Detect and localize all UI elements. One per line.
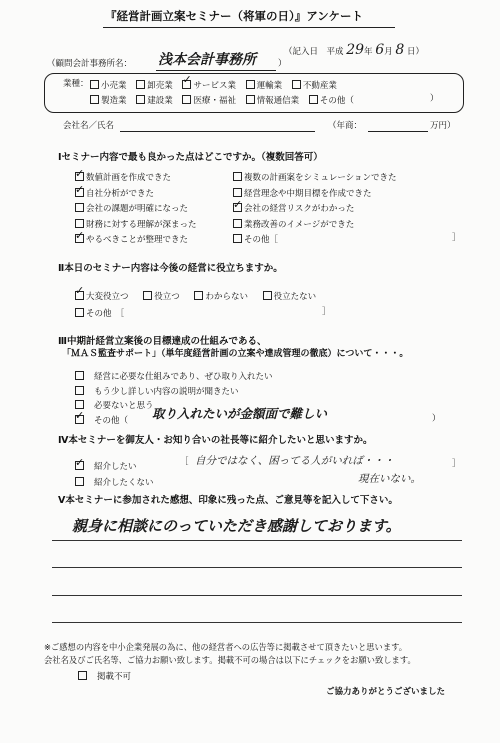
industry-option[interactable]: 情報通信業 [246, 96, 300, 106]
industry-option[interactable]: 運輸業 [246, 81, 283, 91]
checkbox-checked[interactable] [75, 172, 84, 181]
checkbox[interactable] [194, 291, 203, 300]
sales-unit: 万円） [430, 121, 456, 131]
q4-option[interactable]: 紹介したくない [75, 475, 154, 491]
checkbox-checked[interactable] [75, 291, 84, 300]
q2-options [75, 291, 316, 302]
q2-other[interactable]: その他 ［ [75, 308, 124, 319]
industry-label: 業種： [63, 79, 89, 89]
checkbox[interactable] [75, 386, 84, 395]
industry-row2 [90, 95, 354, 106]
q4-open-bracket: ［ [180, 457, 189, 467]
q1-right [233, 171, 397, 249]
q4-options [75, 459, 154, 491]
q1-option[interactable]: ✓自社分析ができた [75, 187, 197, 203]
industry-option[interactable]: 建設業 [136, 96, 173, 106]
date-month-unit: 月 [384, 47, 393, 57]
q3-title-line1: Ⅲ中期計経営立案後の目標達成の仕組みである、 [58, 336, 267, 347]
answer-line [52, 567, 462, 568]
checkbox[interactable] [233, 188, 242, 197]
company-label: 会社名／氏名 [63, 121, 115, 131]
notice-line1: ※ご感想の内容を中小企業発展の為に、他の経営者への広告等に掲載させて頂きたいと思います。 [44, 642, 408, 652]
industry-option[interactable]: 卸売業 [136, 81, 173, 91]
date-year-unit: 年 [364, 47, 373, 57]
checkbox[interactable] [75, 308, 84, 317]
firm-underline [156, 70, 276, 71]
checkbox[interactable] [233, 234, 242, 243]
q4-option[interactable]: ✓紹介したい [75, 459, 154, 475]
industry-option[interactable]: ✓ サービス業 [182, 81, 236, 91]
q3-other-value[interactable]: 取り入れたいが金額面で難しい [152, 406, 328, 421]
checkbox-checked[interactable] [75, 461, 84, 470]
q2-other-close: ］ [322, 307, 331, 317]
answer-line [52, 540, 462, 541]
date-month[interactable]: 6 [375, 42, 385, 58]
q1-option[interactable]: 複数の計画案をシミュレーションできた [233, 171, 397, 187]
title-underline [103, 27, 395, 28]
q2-option[interactable]: わからない [194, 292, 248, 302]
checkbox[interactable] [75, 477, 84, 486]
q3-option[interactable]: 必要ないと思う [75, 399, 273, 414]
answer-line [52, 622, 462, 623]
checkbox-checked[interactable] [75, 188, 84, 197]
sales-field[interactable] [368, 131, 428, 132]
q4-close-bracket: ］ [452, 459, 461, 469]
q1-left [75, 171, 197, 249]
checkbox[interactable] [182, 95, 191, 104]
q1-option[interactable]: ✓数値計画を作成できた [75, 171, 197, 187]
q1-option[interactable]: 業務改善のイメージができた [233, 218, 397, 234]
checkbox[interactable] [263, 291, 272, 300]
q3-title-line2: 「ＭＡＳ監査サポート」（単年度経営計画の立案や達成管理の徹底）について・・・。 [62, 349, 409, 359]
checkbox[interactable] [75, 371, 84, 380]
q4-note-line1[interactable]: 自分ではなく、困ってる人がいれば・・・ [195, 455, 395, 467]
q1-option[interactable]: その他［ [233, 233, 397, 249]
industry-other-close: ） [430, 94, 439, 104]
survey-title: 『経営計画立案セミナー（将軍の日）』アンケート [105, 9, 364, 23]
date-year[interactable]: 29 [346, 42, 365, 58]
checkbox[interactable] [233, 219, 242, 228]
checkbox[interactable] [78, 671, 87, 680]
q3-option[interactable]: 経営に必要な仕組みであり、ぜひ取り入れたい [75, 370, 273, 385]
q4-title: Ⅳ本セミナーを御友人・お知り合いの社長等に紹介したいと思いますか。 [58, 435, 373, 446]
q1-option[interactable]: ✓やるべきことが整理できた [75, 233, 197, 249]
industry-option[interactable]: 医療・福祉 [182, 96, 236, 106]
sales-label: （年商： [328, 121, 363, 131]
company-field[interactable] [120, 131, 315, 132]
q2-option[interactable]: 役立たない [263, 292, 317, 302]
checkbox-checked[interactable] [75, 415, 84, 424]
no-publish-option[interactable]: 掲載不可 [78, 671, 131, 682]
checkbox[interactable] [246, 80, 255, 89]
q5-title: Ⅴ本セミナーに参加された感想、印象に残った点、ご意見等を記入して下さい。 [58, 495, 398, 506]
date-day[interactable]: 8 [395, 42, 405, 58]
q1-other-close: ］ [452, 233, 461, 243]
q3-option[interactable]: もう少し詳しい内容の説明が聞きたい [75, 385, 273, 400]
checkbox[interactable] [75, 219, 84, 228]
firm-close: ） [278, 59, 287, 69]
q4-note-line2[interactable]: 現在いない。 [358, 473, 421, 485]
answer-line [52, 595, 462, 596]
checkbox[interactable] [309, 95, 318, 104]
q1-option[interactable]: ✓会社の経営リスクがわかった [233, 202, 397, 218]
q1-title: Ⅰセミナー内容で最も良かった点はどこですか。（複数回答可） [58, 152, 323, 163]
notice-line2: 会社名及びご氏名等、ご協力お願い致します。掲載不可の場合は以下にチェックをお願い致します。 [44, 655, 416, 665]
date-day-unit: 日） [407, 47, 425, 57]
q1-option[interactable]: 財務に対する理解が深まった [75, 218, 197, 234]
firm-value[interactable]: 浅本会計事務所 [158, 52, 256, 68]
checkbox[interactable] [136, 80, 145, 89]
q1-option[interactable]: 会社の課題が明確になった [75, 202, 197, 218]
date-row [284, 43, 424, 57]
q1-option[interactable]: 経営理念や中期目標を作成できた [233, 187, 397, 203]
q2-option[interactable]: ✓大変役立つ [75, 292, 129, 302]
firm-label: （顧問会計事務所名： [47, 59, 133, 69]
q3-option[interactable]: ✓その他（ [75, 414, 273, 429]
industry-option[interactable]: 不動産業 [292, 81, 337, 91]
checkbox[interactable] [292, 80, 301, 89]
industry-row1 [90, 80, 337, 91]
q5-answer[interactable]: 親身に相談にのっていただき感謝しております。 [72, 517, 401, 535]
industry-option[interactable]: 製造業 [90, 96, 127, 106]
q2-option[interactable]: 役立つ [143, 292, 180, 302]
checkbox[interactable] [75, 203, 84, 212]
industry-option[interactable]: その他（ [309, 96, 354, 106]
industry-option[interactable]: 小売業 [90, 81, 127, 91]
checkbox[interactable] [233, 172, 242, 181]
date-label: （記入日 平成 [284, 47, 344, 57]
checkbox[interactable] [90, 95, 99, 104]
checkbox[interactable] [90, 80, 99, 89]
checkbox-checked[interactable] [75, 234, 84, 243]
checkbox-checked[interactable] [182, 80, 191, 89]
checkbox[interactable] [246, 95, 255, 104]
checkbox[interactable] [136, 95, 145, 104]
q3-other-close: ） [432, 414, 441, 424]
checkbox-checked[interactable] [233, 203, 242, 212]
industry-frame [44, 73, 464, 113]
checkbox[interactable] [143, 291, 152, 300]
thanks-text: ご協力ありがとうございました [326, 687, 446, 697]
q2-title: Ⅱ本日のセミナー内容は今後の経営に役立ちますか。 [58, 263, 283, 274]
